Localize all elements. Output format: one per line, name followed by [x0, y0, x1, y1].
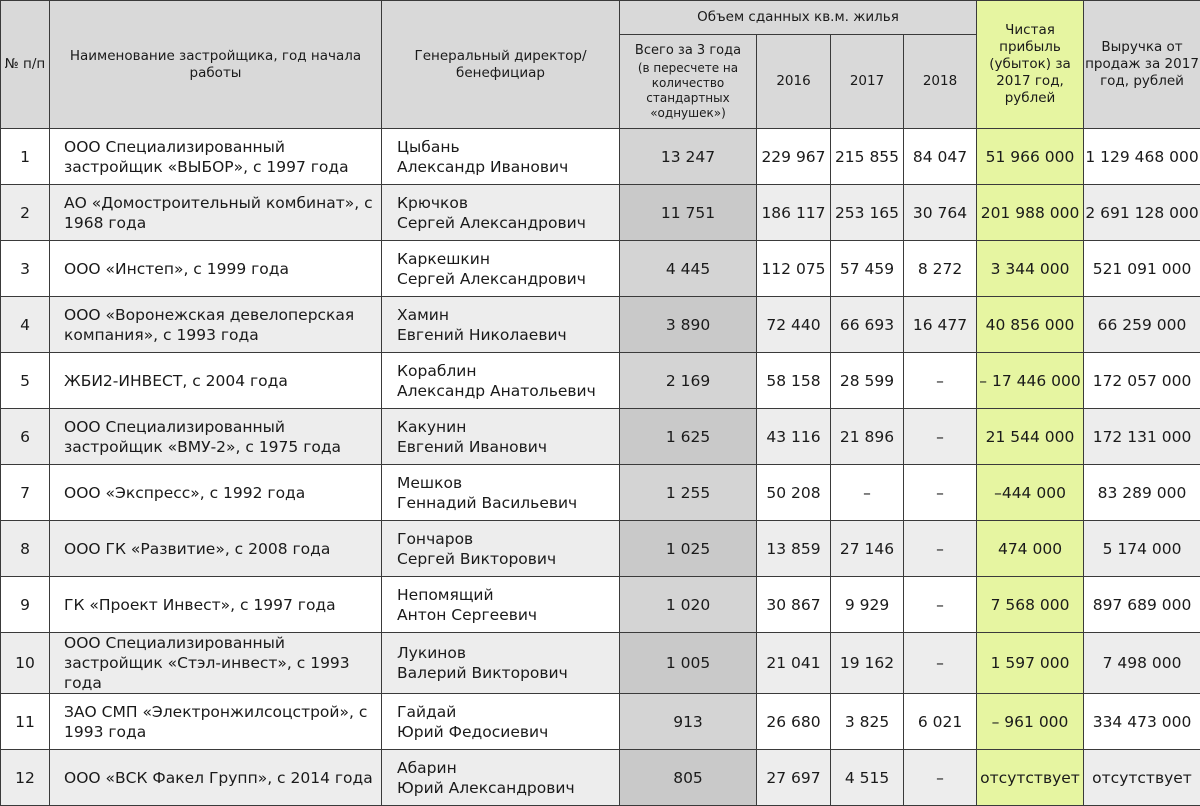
table-row	[1, 129, 1200, 185]
developer-name: ООО Специализированный застройщик «ВМУ-2», с 1975 года	[50, 409, 382, 465]
volume-2018: –	[904, 465, 977, 521]
director-surname: Мешков	[397, 473, 619, 493]
director-given: Геннадий Васильевич	[397, 493, 619, 513]
volume-2016: 43 116	[757, 409, 831, 465]
row-number: 11	[1, 694, 50, 750]
row-number: 10	[1, 633, 50, 694]
developer-name: ООО «Воронежская девелоперская компания», с 1993 года	[50, 297, 382, 353]
net-profit: отсутствует	[977, 750, 1084, 806]
volume-2018: 16 477	[904, 297, 977, 353]
volume-2016: 26 680	[757, 694, 831, 750]
director	[382, 694, 620, 750]
revenue: 521 091 000	[1084, 241, 1200, 297]
volume-2016: 112 075	[757, 241, 831, 297]
volume-2017: 66 693	[831, 297, 904, 353]
director-surname: Лукинов	[397, 643, 619, 663]
total-3-years: 4 445	[620, 241, 757, 297]
volume-2016: 30 867	[757, 577, 831, 633]
net-profit: –444 000	[977, 465, 1084, 521]
header-total3-title: Всего за 3 года	[620, 43, 756, 58]
row-number: 8	[1, 521, 50, 577]
total-3-years: 3 890	[620, 297, 757, 353]
table-row	[1, 577, 1200, 633]
row-number: 12	[1, 750, 50, 806]
total-3-years: 11 751	[620, 185, 757, 241]
volume-2016: 58 158	[757, 353, 831, 409]
volume-2018: –	[904, 409, 977, 465]
volume-2017: 28 599	[831, 353, 904, 409]
developer-name: ООО «Экспресс», с 1992 года	[50, 465, 382, 521]
director-given: Сергей Александрович	[397, 213, 619, 233]
director-surname: Цыбань	[397, 137, 619, 157]
revenue: 334 473 000	[1084, 694, 1200, 750]
header-profit: Чистая прибыль (убыток) за 2017 год, рублей	[977, 1, 1084, 129]
director-given: Валерий Викторович	[397, 663, 619, 683]
director-surname: Гончаров	[397, 529, 619, 549]
total-3-years: 13 247	[620, 129, 757, 185]
total-3-years: 1 625	[620, 409, 757, 465]
revenue: 83 289 000	[1084, 465, 1200, 521]
revenue: 5 174 000	[1084, 521, 1200, 577]
director	[382, 129, 620, 185]
director-surname: Абарин	[397, 758, 619, 778]
director	[382, 633, 620, 694]
header-revenue: Выручка от продаж за 2017 год, рублей	[1084, 1, 1200, 129]
director-given: Юрий Федосиевич	[397, 722, 619, 742]
director-surname: Хамин	[397, 305, 619, 325]
table-row	[1, 750, 1200, 806]
director	[382, 241, 620, 297]
volume-2018: –	[904, 353, 977, 409]
director	[382, 353, 620, 409]
revenue: отсутствует	[1084, 750, 1200, 806]
volume-2017: 215 855	[831, 129, 904, 185]
volume-2018: –	[904, 633, 977, 694]
table-row	[1, 185, 1200, 241]
developer-name: АО «Домостроительный комбинат», с 1968 года	[50, 185, 382, 241]
director	[382, 465, 620, 521]
developer-name: ГК «Проект Инвест», с 1997 года	[50, 577, 382, 633]
volume-2016: 27 697	[757, 750, 831, 806]
volume-2017: 9 929	[831, 577, 904, 633]
header-volume-group: Объем сданных кв.м. жилья	[620, 1, 977, 35]
volume-2017: 57 459	[831, 241, 904, 297]
net-profit: 1 597 000	[977, 633, 1084, 694]
director-surname: Какунин	[397, 417, 619, 437]
director-given: Антон Сергеевич	[397, 605, 619, 625]
row-number: 5	[1, 353, 50, 409]
director-surname: Непомящий	[397, 585, 619, 605]
director-given: Александр Иванович	[397, 157, 619, 177]
net-profit: 3 344 000	[977, 241, 1084, 297]
total-3-years: 913	[620, 694, 757, 750]
net-profit: 21 544 000	[977, 409, 1084, 465]
header-2017: 2017	[831, 35, 904, 129]
director-surname: Каркешкин	[397, 249, 619, 269]
revenue: 1 129 468 000	[1084, 129, 1200, 185]
total-3-years: 1 025	[620, 521, 757, 577]
total-3-years: 805	[620, 750, 757, 806]
table-row	[1, 409, 1200, 465]
developer-name: ООО Специализированный застройщик «ВЫБОР», с 1997 года	[50, 129, 382, 185]
developer-name: ЖБИ2-ИНВЕСТ, с 2004 года	[50, 353, 382, 409]
director-given: Юрий Александрович	[397, 778, 619, 798]
header-name: Наименование застройщика, год начала работы	[50, 1, 382, 129]
total-3-years: 1 020	[620, 577, 757, 633]
row-number: 3	[1, 241, 50, 297]
table-row	[1, 465, 1200, 521]
volume-2017: 253 165	[831, 185, 904, 241]
volume-2016: 13 859	[757, 521, 831, 577]
director	[382, 297, 620, 353]
net-profit: 7 568 000	[977, 577, 1084, 633]
header-num: № п/п	[1, 1, 50, 129]
director-given: Сергей Александрович	[397, 269, 619, 289]
volume-2017: 19 162	[831, 633, 904, 694]
director-given: Александр Анатольевич	[397, 381, 619, 401]
director-given: Евгений Николаевич	[397, 325, 619, 345]
director-given: Сергей Викторович	[397, 549, 619, 569]
revenue: 897 689 000	[1084, 577, 1200, 633]
volume-2018: 30 764	[904, 185, 977, 241]
volume-2018: 8 272	[904, 241, 977, 297]
developer-name: ЗАО СМП «Электронжилсоцстрой», с 1993 года	[50, 694, 382, 750]
volume-2016: 72 440	[757, 297, 831, 353]
volume-2016: 229 967	[757, 129, 831, 185]
director	[382, 750, 620, 806]
volume-2017: 3 825	[831, 694, 904, 750]
row-number: 7	[1, 465, 50, 521]
director	[382, 577, 620, 633]
table-row	[1, 694, 1200, 750]
header-total3	[620, 35, 757, 129]
revenue: 66 259 000	[1084, 297, 1200, 353]
director-given: Евгений Иванович	[397, 437, 619, 457]
table-row	[1, 521, 1200, 577]
director-surname: Крючков	[397, 193, 619, 213]
header-director: Генеральный директор/бенефициар	[382, 1, 620, 129]
row-number: 4	[1, 297, 50, 353]
volume-2018: 6 021	[904, 694, 977, 750]
table-row	[1, 353, 1200, 409]
row-number: 6	[1, 409, 50, 465]
volume-2018: 84 047	[904, 129, 977, 185]
table-row	[1, 633, 1200, 694]
row-number: 2	[1, 185, 50, 241]
table-row	[1, 297, 1200, 353]
revenue: 2 691 128 000	[1084, 185, 1200, 241]
developer-name: ООО Специализированный застройщик «Стэл-инвест», с 1993 года	[50, 633, 382, 694]
revenue: 7 498 000	[1084, 633, 1200, 694]
volume-2017: –	[831, 465, 904, 521]
volume-2018: –	[904, 521, 977, 577]
table-body	[1, 129, 1200, 806]
director-surname: Кораблин	[397, 361, 619, 381]
developer-name: ООО «Инстеп», с 1999 года	[50, 241, 382, 297]
volume-2016: 50 208	[757, 465, 831, 521]
developer-name: ООО «ВСК Факел Групп», с 2014 года	[50, 750, 382, 806]
volume-2018: –	[904, 750, 977, 806]
director	[382, 521, 620, 577]
net-profit: – 17 446 000	[977, 353, 1084, 409]
header-2016: 2016	[757, 35, 831, 129]
row-number: 1	[1, 129, 50, 185]
volume-2017: 27 146	[831, 521, 904, 577]
total-3-years: 1 005	[620, 633, 757, 694]
director	[382, 409, 620, 465]
header-total3-note: (в пересчете на количество стандартных «однушек»)	[620, 61, 756, 121]
net-profit: 201 988 000	[977, 185, 1084, 241]
director-surname: Гайдай	[397, 702, 619, 722]
net-profit: 40 856 000	[977, 297, 1084, 353]
developer-name: ООО ГК «Развитие», с 2008 года	[50, 521, 382, 577]
table-row	[1, 241, 1200, 297]
net-profit: 51 966 000	[977, 129, 1084, 185]
revenue: 172 057 000	[1084, 353, 1200, 409]
net-profit: 474 000	[977, 521, 1084, 577]
director	[382, 185, 620, 241]
volume-2016: 21 041	[757, 633, 831, 694]
volume-2017: 4 515	[831, 750, 904, 806]
total-3-years: 2 169	[620, 353, 757, 409]
volume-2018: –	[904, 577, 977, 633]
volume-2016: 186 117	[757, 185, 831, 241]
revenue: 172 131 000	[1084, 409, 1200, 465]
volume-2017: 21 896	[831, 409, 904, 465]
header-2018: 2018	[904, 35, 977, 129]
row-number: 9	[1, 577, 50, 633]
total-3-years: 1 255	[620, 465, 757, 521]
net-profit: – 961 000	[977, 694, 1084, 750]
